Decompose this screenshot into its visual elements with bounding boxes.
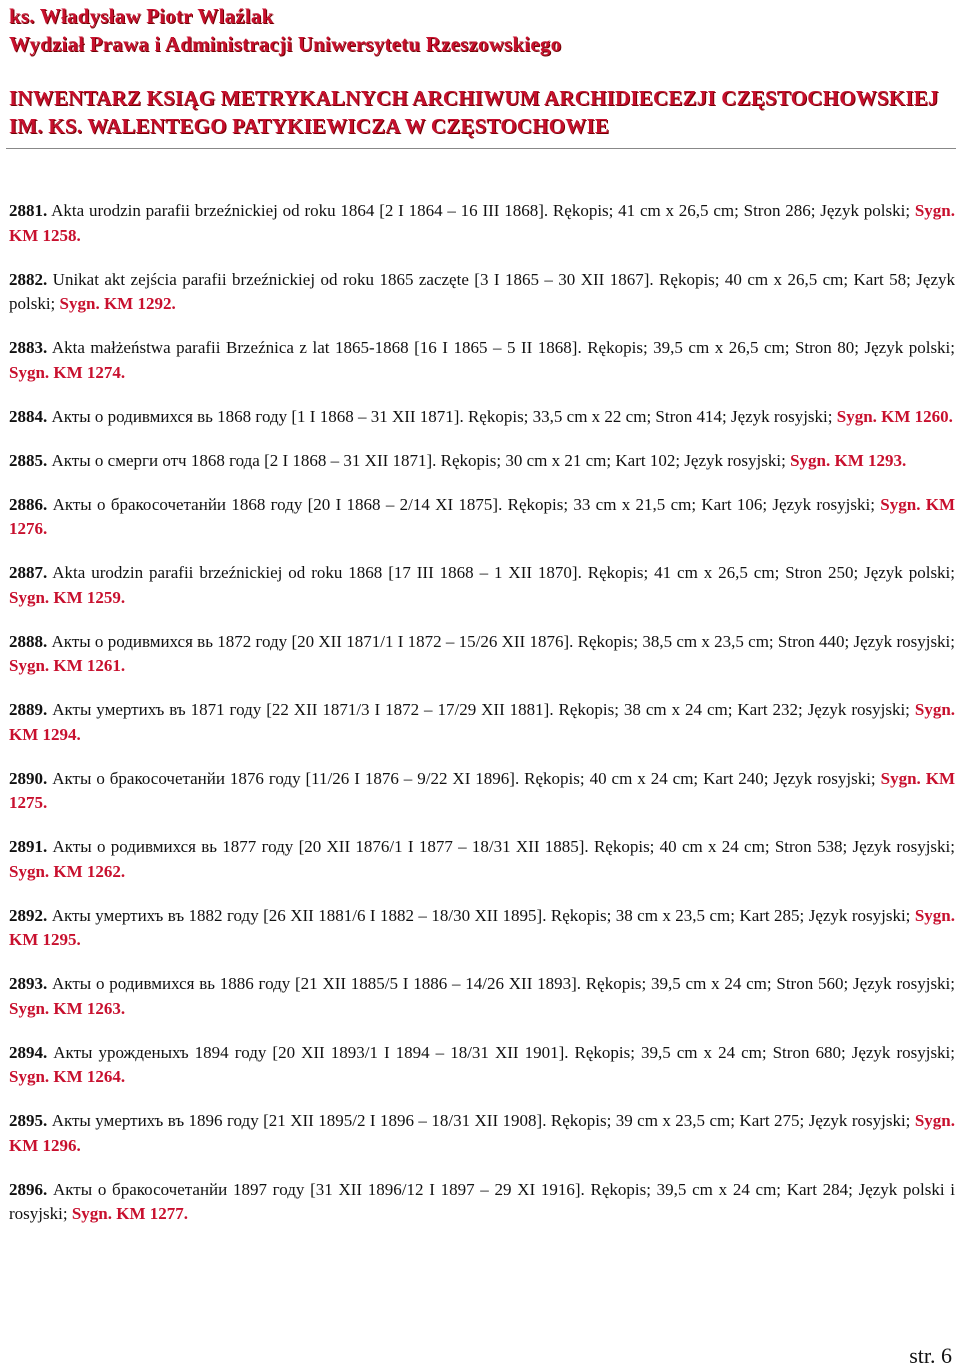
entry-description: Акты о родивмихся вь 1886 году [21 XII 1885/5 I 1886 – 14/26 XII 1893]. Rękopis; 39,5 cm x 24 cm; Stron 560; Język rosyjski; xyxy=(52,974,956,993)
entry-list xyxy=(9,199,955,1246)
entry-number: 2883. xyxy=(9,338,48,357)
entry-signature: Sygn. KM 1259. xyxy=(9,587,126,607)
inventory-entry xyxy=(9,1041,955,1090)
entry-number: 2892. xyxy=(9,905,48,925)
entry-signature: Sygn. KM 1262. xyxy=(9,861,126,881)
entry-description: Акты о бракосочетанйи 1876 году [11/26 I 1876 – 9/22 XI 1896]. Rękopis; 40 cm x 24 cm; Kart 240; Język rosyjski; xyxy=(52,768,876,788)
inventory-entry xyxy=(9,199,955,248)
entry-signature: Sygn. KM 1295. xyxy=(9,905,956,949)
entry-signature: Sygn. KM 1276. xyxy=(9,494,956,538)
inventory-title-line-1: INWENTARZ KSIĄG METRYKALNYCH ARCHIWUM ARCHIDIECEZJI CZĘSTOCHOWSKIEJ xyxy=(9,86,939,110)
entry-signature: Sygn. KM 1275. xyxy=(9,768,955,812)
entry-number: 2889. xyxy=(9,700,48,719)
entry-number: 2882. xyxy=(9,269,48,289)
inventory-entry xyxy=(9,449,955,474)
entry-signature: Sygn. KM 1263. xyxy=(9,998,126,1018)
entry-number: 2888. xyxy=(9,631,48,651)
entry-number: 2891. xyxy=(9,837,48,856)
entry-description: Акты о бракосочетанйи 1897 году [31 XII 1896/12 I 1897 – 29 XI 1916]. Rękopis; 39,5 cm x 24 cm; Kart 284; Język polski i rosyjski; xyxy=(9,1179,956,1223)
entry-description: Акты о родивмихся вь 1872 году [20 XII 1871/1 I 1872 – 15/26 XII 1876]. Rękopis; 38,5 cm x 23,5 cm; Stron 440; Język rosyjski; xyxy=(51,631,956,651)
header-divider xyxy=(6,148,956,149)
entry-signature: Sygn. KM 1261. xyxy=(9,656,126,675)
entry-signature: Sygn. KM 1293. xyxy=(790,450,907,470)
entry-description: Akta małżeństwa parafii Brzeźnica z lat 1865-1868 [16 I 1865 – 5 II 1868]. Rękopis; 39,5 cm x 26,5 cm; Stron 80; Język polski; xyxy=(51,338,956,357)
inventory-entry xyxy=(9,698,955,747)
inventory-title-line-2: IM. KS. WALENTEGO PATYKIEWICZA W CZĘSTOCHOWIE xyxy=(9,114,610,138)
entry-description: Акты о родивмихся вь 1877 году [20 XII 1876/1 I 1877 – 18/31 XII 1885]. Rękopis; 40 cm x 24 cm; Stron 538; Język rosyjski; xyxy=(52,837,955,856)
entry-description: Unikat akt zejścia parafii brzeźnickiej od roku 1865 zaczęte [3 I 1865 – 30 XII 1867]. Rękopis; 40 cm x 26,5 cm; Kart 58; Język polski; xyxy=(9,269,956,313)
entry-signature: Sygn. KM 1260. xyxy=(836,406,953,426)
entry-signature: Sygn. KM 1294. xyxy=(9,700,956,744)
entry-description: Акты о бракосочетанйи 1868 году [20 I 1868 – 2/14 XI 1875]. Rękopis; 33 cm x 21,5 cm; Kart 106; Język rosyjski; xyxy=(52,494,875,514)
entry-number: 2894. xyxy=(9,1042,48,1062)
entry-number: 2887. xyxy=(9,563,48,582)
inventory-entry xyxy=(9,904,955,953)
inventory-entry xyxy=(9,767,955,816)
inventory-entry xyxy=(9,1178,955,1227)
entry-number: 2896. xyxy=(9,1179,48,1199)
entry-number: 2886. xyxy=(9,494,48,514)
document-header xyxy=(9,2,949,140)
entry-signature: Sygn. KM 1264. xyxy=(9,1067,126,1086)
faculty-name: Wydział Prawa i Administracji Uniwersytetu Rzeszowskiego xyxy=(9,32,562,56)
entry-number: 2885. xyxy=(9,450,48,470)
entry-signature: Sygn. KM 1296. xyxy=(9,1111,956,1155)
entry-description: Акты о родивмихся вь 1868 году [1 I 1868 – 31 XII 1871]. Rękopis; 33,5 cm x 22 cm; Stron 414; Język rosyjski; xyxy=(51,406,833,426)
author-name: ks. Władysław Piotr Wlaźlak xyxy=(9,4,274,28)
entry-number: 2895. xyxy=(9,1111,48,1130)
page-number: str. 6 xyxy=(909,1343,952,1368)
entry-number: 2890. xyxy=(9,768,48,788)
entry-description: Akta urodzin parafii brzeźnickiej od roku 1864 [2 I 1864 – 16 III 1868]. Rękopis; 41 cm x 26,5 cm; Stron 286; Język polski; xyxy=(51,201,911,220)
inventory-entry xyxy=(9,405,955,430)
inventory-entry xyxy=(9,972,955,1021)
entry-signature: Sygn. KM 1258. xyxy=(9,201,956,245)
inventory-entry xyxy=(9,561,955,610)
inventory-entry xyxy=(9,336,955,385)
inventory-entry xyxy=(9,493,955,542)
entry-description: Акты умертихъ въ 1896 году [21 XII 1895/2 I 1896 – 18/31 XII 1908]. Rękopis; 39 cm x 23,5 cm; Kart 275; Język rosyjski; xyxy=(51,1111,911,1130)
entry-description: Akta urodzin parafii brzeźnickiej od roku 1868 [17 III 1868 – 1 XII 1870]. Rękopis; 41 cm x 26,5 cm; Stron 250; Język polski; xyxy=(52,563,956,582)
entry-signature: Sygn. KM 1274. xyxy=(9,362,126,382)
entry-description: Акты урожденыхъ 1894 году [20 XII 1893/1 I 1894 – 18/31 XII 1901]. Rękopis; 39,5 cm x 24 cm; Stron 680; Język rosyjski; xyxy=(53,1042,956,1062)
entry-description: Акты о смерги отч 1868 года [2 I 1868 – 31 XII 1871]. Rękopis; 30 cm x 21 cm; Kart 102; Język rosyjski; xyxy=(51,450,786,470)
inventory-entry xyxy=(9,835,955,884)
entry-number: 2893. xyxy=(9,974,48,993)
entry-signature: Sygn. KM 1277. xyxy=(71,1204,188,1223)
entry-number: 2884. xyxy=(9,406,48,426)
inventory-entry xyxy=(9,268,955,317)
entry-signature: Sygn. KM 1292. xyxy=(59,294,176,313)
entry-description: Акты умертихъ въ 1871 году [22 XII 1871/3 I 1872 – 17/29 XII 1881]. Rękopis; 38 cm x 24 cm; Kart 232; Język rosyjski; xyxy=(52,700,910,719)
inventory-entry xyxy=(9,1109,955,1158)
entry-description: Акты умертихъ въ 1882 году [26 XII 1881/6 I 1882 – 18/30 XII 1895]. Rękopis; 38 cm x 23,5 cm; Kart 285; Język rosyjski; xyxy=(51,905,911,925)
inventory-entry xyxy=(9,630,955,679)
entry-number: 2881. xyxy=(9,201,48,220)
